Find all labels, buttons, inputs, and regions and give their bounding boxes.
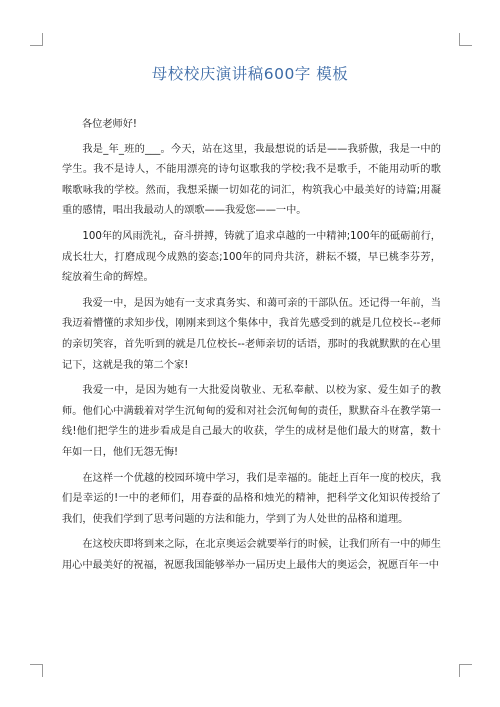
crop-mark-top-right xyxy=(459,33,472,46)
paragraph-5: 在这样一个优越的校园环境中学习，我们是幸福的。能赶上百年一度的校庆，我们是幸运的!一中的老师们，用春蚕的品格和烛光的精神，把科学文化知识传授给了我们，使我们学到了思考问题的方法和能力，学到了为人处世的品格和道理。 xyxy=(62,472,441,525)
paragraph-6: 在这校庆即将到来之际，在北京奥运会就要举行的时候，让我们所有一中的师生用心中最美好的祝福，祝愿我国能够举办一届历史上最伟大的奥运会，祝愿百年一中 xyxy=(62,539,441,571)
paragraph-1: 我是_年_班的___。今天，站在这里，我最想说的话是——我骄傲，我是一中的学生。我不是诗人，不能用漂亮的诗句讴歌我的学校;我不是歌手，不能用动听的歌喉歌咏我的学校。然而，我想采撷一切如花的词汇，构筑我心中最美好的诗篇;用凝重的感情，唱出我最动人的颂歌——我爱您——一中。 xyxy=(62,143,441,217)
paragraph-2: 100年的风雨洗礼，奋斗拼搏，铸就了追求卓越的一中精神;100年的砥砺前行，成长壮大，打磨成现今成熟的姿态;100年的同舟共济，耕耘不辍，早已桃李芬芳，绽放着生命的辉煌。 xyxy=(62,230,441,284)
crop-mark-bottom-right xyxy=(459,664,472,677)
document-title: 母校校庆演讲稿600字 模板 xyxy=(151,65,349,83)
paragraph-3: 我爱一中，是因为她有一支求真务实、和蔼可亲的干部队伍。还记得一年前，当我迈着懵懂的求知步伐，刚刚来到这个集体中，我首先感受到的就是几位校长--老师的亲切笑容，首先听到的就是几位校长--老师亲切的话语，那时的我就默默的在心里记下，这就是我的第二个家! xyxy=(62,297,441,371)
greeting: 各位老师好! xyxy=(82,119,138,130)
paragraph-4: 我爱一中，是因为她有一大批爱岗敬业、无私奉献、以校为家、爱生如子的教师。他们心中满载着对学生沉甸甸的爱和对社会沉甸甸的责任，默默奋斗在教学第一线!他们把学生的进步看成是自己最大的收获，学生的成材是他们最大的财富，数十年如一日，他们无怨无悔! xyxy=(62,385,441,458)
crop-mark-top-left xyxy=(30,33,43,46)
document-body xyxy=(62,115,441,581)
crop-mark-bottom-left xyxy=(30,664,43,677)
